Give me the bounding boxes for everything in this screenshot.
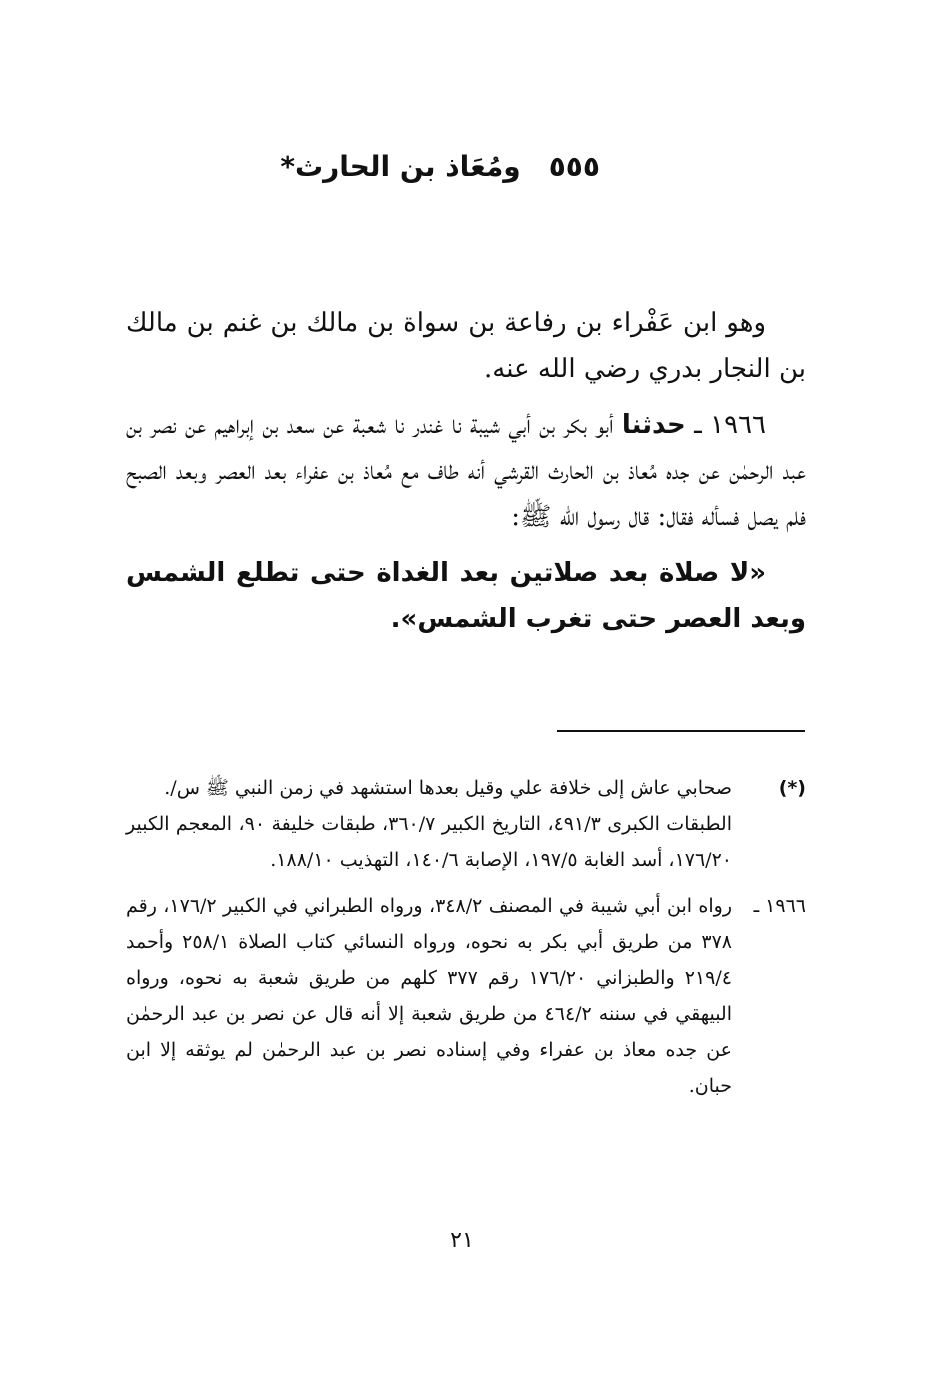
- footnote-body: [126, 770, 732, 878]
- hadith-opening: حدثنا: [621, 410, 686, 440]
- entry-number: ٥٥٥: [548, 150, 600, 183]
- entry-title: [280, 150, 600, 183]
- intro-paragraph: وهو ابن عَفْراء بن رفاعة بن سواة بن مالك بن غنم بن مالك بن النجار بدري رضي الله عنه.: [126, 308, 806, 384]
- footnote-biography: [126, 770, 806, 878]
- footnote-marker: (*): [778, 777, 806, 799]
- footnote-takhrij: [126, 888, 806, 1104]
- footnotes: [126, 770, 806, 1114]
- hadith-number: ١٩٦٦ ـ: [694, 410, 767, 440]
- footnote-body: [126, 888, 732, 1104]
- footnote-divider: [557, 730, 805, 732]
- page-number: ٢١: [450, 1228, 474, 1253]
- footnote-line: صحابي عاش إلى خلافة علي وقيل بعدها استشهد في زمن النبي ﷺ س/.: [164, 777, 732, 799]
- hadith-paragraph: [126, 402, 806, 540]
- footnote-line: الطبقات الكبرى ٤٩١/٣، التاريخ الكبير ٣٦٠/٧، طبقات خليفة ٩٠، المعجم الكبير ١٧٦/٢٠، أسد الغابة ١٩٧/٥، الإصابة ١٤٠/٦، التهذيب ١٨٨/١٠.: [126, 813, 732, 871]
- main-text: [126, 300, 806, 652]
- hadith-isnad: أبو بكر بن أبي شيبة نا غندر نا شعبة عن سعد بن إبراهيم عن نصر بن عبد الرحمٰن عن جده مُعاذ بن الحارث القرشي أنه طاف مع مُعاذ بن عفراء بعد العصر وبعد الصبح فلم يصل فسأله فقال: قال رسول الله ﷺ:: [126, 410, 806, 532]
- entry-name: ومُعَاذ بن الحارث*: [280, 150, 521, 183]
- hadith-matn: «لا صلاة بعد صلاتين بعد الغداة حتى تطلع الشمس وبعد العصر حتى تغرب الشمس».: [126, 558, 806, 634]
- footnote-marker: ١٩٦٦ ـ: [753, 895, 806, 917]
- footnote-line: رواه ابن أبي شيبة في المصنف ٣٤٨/٢، ورواه الطبراني في الكبير ١٧٦/٢، رقم ٣٧٨ من طريق أبي بكر به نحوه، ورواه النسائي كتاب الصلاة ٢٥٨/١ وأحمد ٢١٩/٤ والطبزاني ١٧٦/٢٠ رقم ٣٧٧ كلهم من طريق شعبة به نحوه، ورواه البيهقي في سننه ٤٦٤/٢ من طريق شعبة إلا أنه قال عن نصر بن عبد الرحمٰن عن جده معاذ بن عفراء وفي إسناده نصر بن عبد الرحمٰن لم يوثقه إلا ابن حبان.: [126, 895, 732, 1097]
